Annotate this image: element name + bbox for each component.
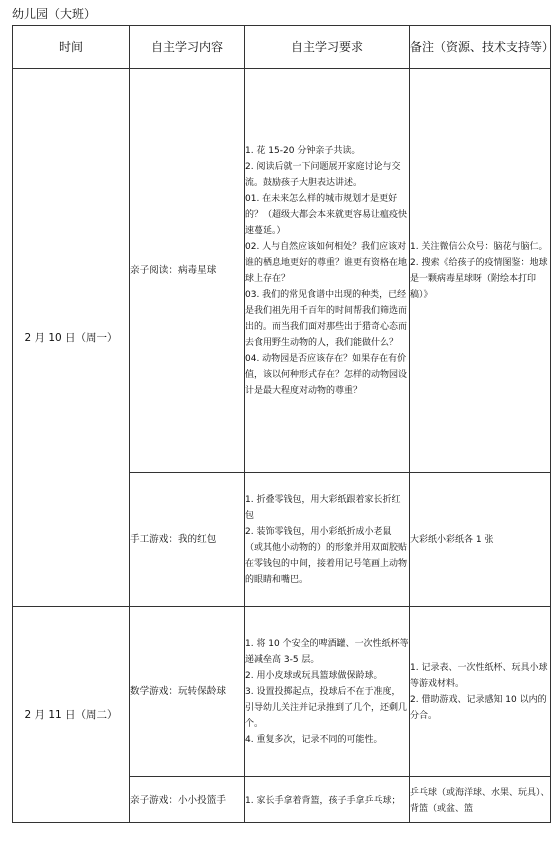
requirement-item: 2. 阅读后就一下问题展开家庭讨论与交流。鼓励孩子大胆表达讲述。	[245, 161, 401, 188]
requirement-cell	[245, 777, 410, 823]
content-cell: 亲子游戏：小小投篮手	[130, 777, 245, 823]
header-notes: 备注（资源、技术支持等）	[410, 26, 551, 69]
header-content: 自主学习内容	[130, 26, 245, 69]
date-cell: 2 月 11 日（周二）	[13, 607, 130, 823]
header-row	[13, 26, 551, 69]
requirement-item: 1. 家长手拿着背篮，孩子手拿乒乓球；	[245, 796, 401, 806]
content-cell: 手工游戏：我的红包	[130, 473, 245, 607]
table-row	[13, 607, 551, 777]
notes-cell	[410, 473, 551, 607]
requirement-item: 3. 设置投掷起点，投球后不在于准度，引导幼儿关注并记录推到了几个，还剩几个。	[245, 686, 408, 729]
requirement-item: 2. 装饰零钱包，用小彩纸折成小老鼠（或其他小动物的）的形象并用双面胶贴在零钱包的中间，接着用记号笔画上动物的眼睛和嘴巴。	[245, 526, 408, 585]
requirement-cell	[245, 473, 410, 607]
requirement-item: 01. 在未来怎么样的城市规划才是更好的？（超级大都会本来就更容易让瘟疫快速蔓延。）	[245, 193, 408, 236]
content-cell: 亲子阅读：病毒星球	[130, 69, 245, 473]
study-plan-table	[12, 25, 554, 823]
requirement-item: 4. 重复多次，记录不同的可能性。	[245, 734, 383, 745]
requirement-cell	[245, 69, 410, 473]
content-cell: 数学游戏：玩转保龄球	[130, 607, 245, 777]
requirement-item: 1. 折叠零钱包，用大彩纸跟着家长折红包	[245, 494, 401, 521]
requirement-item: 1. 将 10 个安全的啤酒罐、一次性纸杯等递减垒高 3-5 层。	[245, 638, 409, 665]
requirement-item: 03. 我们的常见食谱中出现的种类，已经是我们祖先用千百年的时间帮我们筛选而出的。而当我们面对那些出于猎奇心态而去食用野生动物的人，我们能做什么？	[245, 289, 408, 348]
notes-cell	[410, 607, 551, 777]
requirement-item: 04. 动物园是否应该存在？如果存在有价值，该以何种形式存在？怎样的动物园设计是最大程度对动物的尊重？	[245, 353, 408, 396]
note-item: 1. 记录表、一次性纸杯、玩具小球等游戏材料。	[410, 662, 548, 689]
note-item: 2. 借助游戏、记录感知 10 以内的分合。	[410, 694, 547, 721]
page-title: 幼儿园（大班）	[12, 7, 97, 21]
requirement-item: 02. 人与自然应该如何相处？我们应该对谁的栖息地更好的尊重？谁更有资格在地球上存在？	[245, 241, 408, 284]
requirement-item: 1. 花 15-20 分钟亲子共读。	[245, 145, 361, 156]
header-time: 时间	[13, 26, 130, 69]
requirement-item: 2. 用小皮球或玩具篮球做保龄球。	[245, 670, 383, 681]
note-item: 大彩纸小彩纸各 1 张	[410, 534, 494, 545]
date-cell: 2 月 10 日（周一）	[13, 69, 130, 607]
header-requirement: 自主学习要求	[245, 26, 410, 69]
table-row	[13, 69, 551, 473]
note-item: 乒乓球（或海洋球、水果、玩具）、背篮（或盆、篮	[410, 788, 550, 814]
requirement-cell	[245, 607, 410, 777]
note-item: 2. 搜索《给孩子的疫情图鉴：地球是一颗病毒星球呀（附绘本打印稿）》	[410, 257, 548, 300]
notes-cell	[410, 69, 551, 473]
notes-cell	[410, 777, 551, 823]
note-item: 1. 关注微信公众号：脑花与脑仁。	[410, 241, 548, 252]
